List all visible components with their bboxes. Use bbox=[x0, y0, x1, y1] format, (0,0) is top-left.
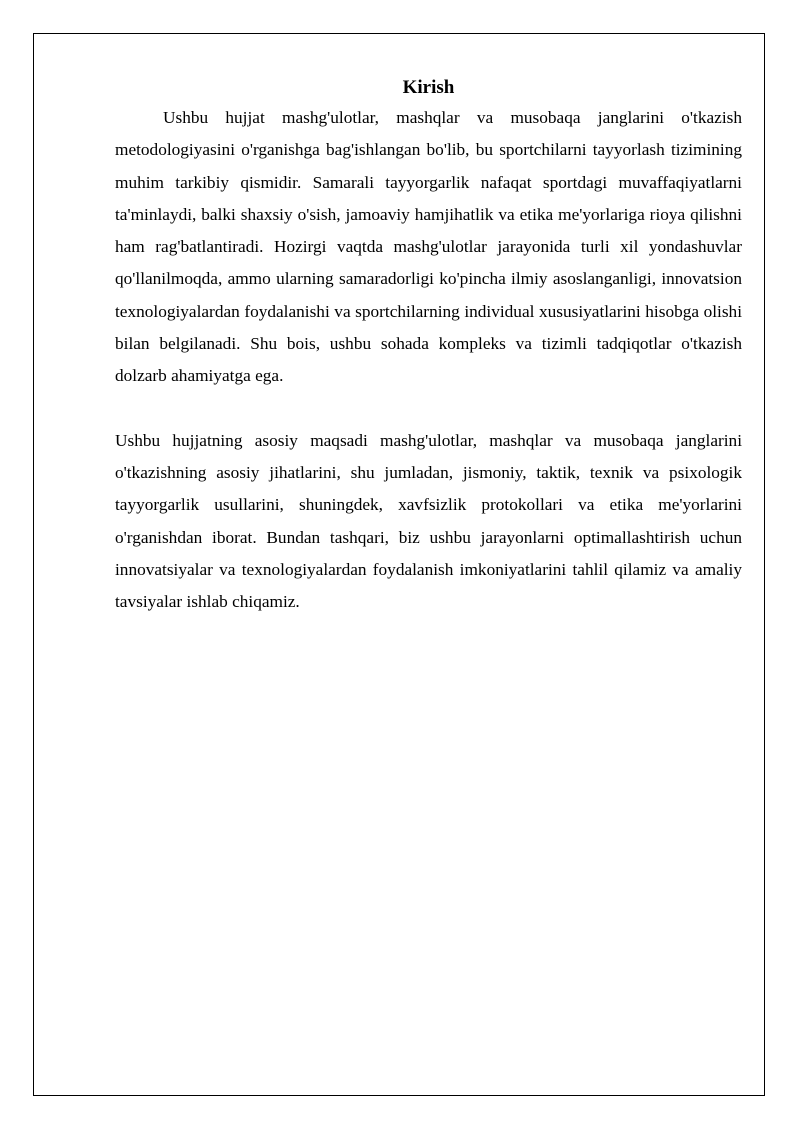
document-title: Kirish bbox=[402, 77, 455, 98]
paragraph-gap bbox=[115, 393, 742, 425]
document-body bbox=[115, 74, 742, 618]
paragraph-intro: Ushbu hujjat mashg'ulotlar, mashqlar va musobaqa janglarini o'tkazish metodologiyasini o'rganishga bag'ishlangan bo'lib, bu sportchilarni tayyorlash tizimining muhim tarkibiy qismidir. Samarali tayyorgarlik nafaqat sportdagi muvaffaqiyatlarni ta'minlaydi, balki shaxsiy o'sish, jamoaviy hamjihatlik va etika me'yorlariga rioya qilishni ham rag'batlantiradi. Hozirgi vaqtda mashg'ulotlar jarayonida turli xil yondashuvlar qo'llanilmoqda, ammo ularning samaradorligi ko'pincha ilmiy asoslanganligi, innovatsion texnologiyalardan foydalanishi va sportchilarning individual xususiyatlarini hisobga olishi bilan belgilanadi. Shu bois, ushbu sohada kompleks va tizimli tadqiqotlar o'tkazish dolzarb ahamiyatga ega. bbox=[115, 108, 742, 386]
paragraph-purpose: Ushbu hujjatning asosiy maqsadi mashg'ulotlar, mashqlar va musobaqa janglarini o'tkazishning asosiy jihatlarini, shu jumladan, jismoniy, taktik, texnik va psixologik tayyorgarlik usullarini, shuningdek, xavfsizlik protokollari va etika me'yorlarini o'rganishdan iborat. Bundan tashqari, biz ushbu jarayonlarni optimallashtirish uchun innovatsiyalar va texnologiyalardan foydalanish imkoniyatlarini tahlil qilamiz va amaliy tavsiyalar ishlab chiqamiz. bbox=[115, 430, 742, 612]
